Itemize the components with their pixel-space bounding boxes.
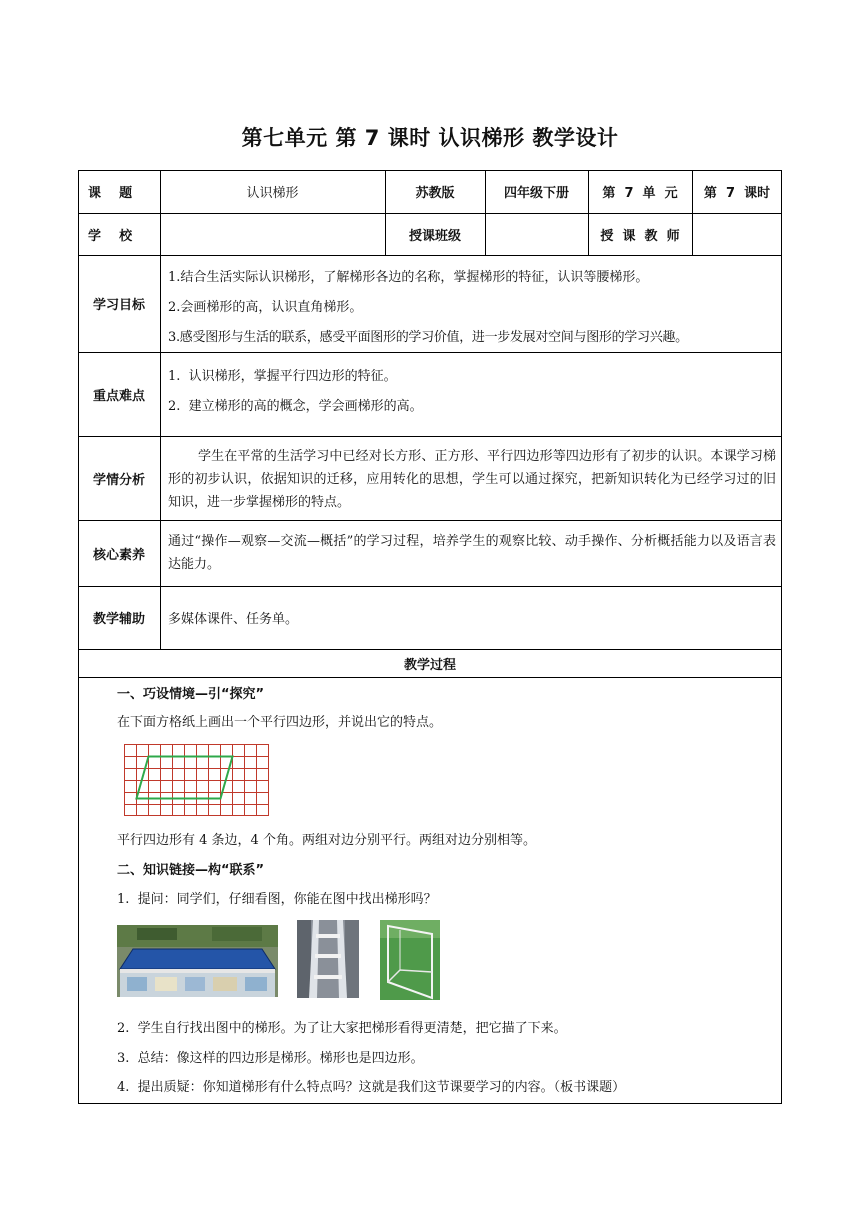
teacher-label: 授 课 教 师 [600, 228, 680, 244]
literacy-paragraph: 通过“操作—观察—交流—概括”的学习过程，培养学生的观察比较、动手操作、分析概括能力以及语言表达能力。 [168, 534, 776, 572]
section2-item: 3. 总结：像这样的四边形是梯形。梯形也是四边形。 [117, 1051, 424, 1066]
class-label: 授课班级 [408, 228, 461, 244]
page-title: 第七单元 第 7 课时 认识梯形 教学设计 [241, 126, 619, 150]
goal-photo [380, 920, 440, 1000]
aids-label: 教学辅助 [92, 612, 145, 627]
section2-item: 1. 提问：同学们，仔细看图，你能在图中找出梯形吗？ [117, 892, 437, 907]
grid-lines [124, 744, 269, 816]
grade: 四年级下册 [503, 186, 569, 201]
literacy-text [168, 530, 776, 576]
goal-item: 2.会画梯形的高，认识直角梯形。 [168, 300, 363, 315]
section1-prompt: 在下面方格纸上画出一个平行四边形，并说出它的特点。 [117, 715, 443, 730]
subject-label: 课 题 [88, 186, 133, 201]
bus-shelter-photo [117, 925, 278, 997]
literacy-label: 核心素养 [92, 547, 145, 563]
row-divider [78, 255, 782, 256]
key-points-label: 重点难点 [92, 388, 145, 404]
column-divider [160, 170, 161, 649]
grid-paper-figure [124, 744, 269, 820]
section2-heading: 二、知识链接—构“联系” [117, 863, 265, 878]
lesson-number: 第 7 课时 [703, 186, 771, 201]
aids-text: 多媒体课件、任务单。 [168, 612, 299, 627]
key-point-item: 2. 建立梯形的高的概念，学会画梯形的高。 [168, 399, 423, 414]
analysis-text [168, 445, 776, 514]
goals-list [168, 263, 780, 353]
row-divider [78, 436, 782, 437]
subject-value: 认识梯形 [246, 186, 299, 201]
section1-answer: 平行四边形有 4 条边，4 个角。两组对边分别平行。两组对边分别相等。 [117, 833, 536, 848]
section2-item: 2. 学生自行找出图中的梯形。为了让大家把梯形看得更清楚，把它描了下来。 [117, 1021, 567, 1036]
analysis-label: 学情分析 [92, 472, 145, 488]
key-points-list [168, 362, 780, 422]
ladder-photo [297, 920, 359, 998]
row-divider [78, 677, 782, 678]
key-point-item: 1. 认识梯形，掌握平行四边形的特征。 [168, 369, 397, 384]
analysis-paragraph: 学生在平常的生活学习中已经对长方形、正方形、平行四边形等四边形有了初步的认识。本课学习梯形的初步认识，依据知识的迁移，应用转化的思想，学生可以通过探究，把新知识转化为已经学习过的旧知识，进一步掌握梯形的特点。 [168, 449, 776, 510]
row-divider [78, 520, 782, 521]
goal-item: 1.结合生活实际认识梯形，了解梯形各边的名称，掌握梯形的特征，认识等腰梯形。 [168, 270, 649, 285]
section2-item: 4. 提出质疑：你知道梯形有什么特点吗？这就是我们这节课要学习的内容。（板书课题） [117, 1080, 626, 1095]
publisher: 苏教版 [415, 186, 455, 201]
process-title: 教学过程 [403, 657, 456, 673]
grid-paper [124, 744, 269, 816]
goal-item: 3.感受图形与生活的联系，感受平面图形的学习价值，进一步发展对空间与图形的学习兴趣。 [168, 330, 688, 345]
section1-heading: 一、巧设情境—引“探究” [117, 687, 265, 702]
unit-number: 第 7 单 元 [602, 186, 678, 201]
school-label: 学 校 [88, 228, 133, 244]
goals-label: 学习目标 [92, 298, 145, 313]
